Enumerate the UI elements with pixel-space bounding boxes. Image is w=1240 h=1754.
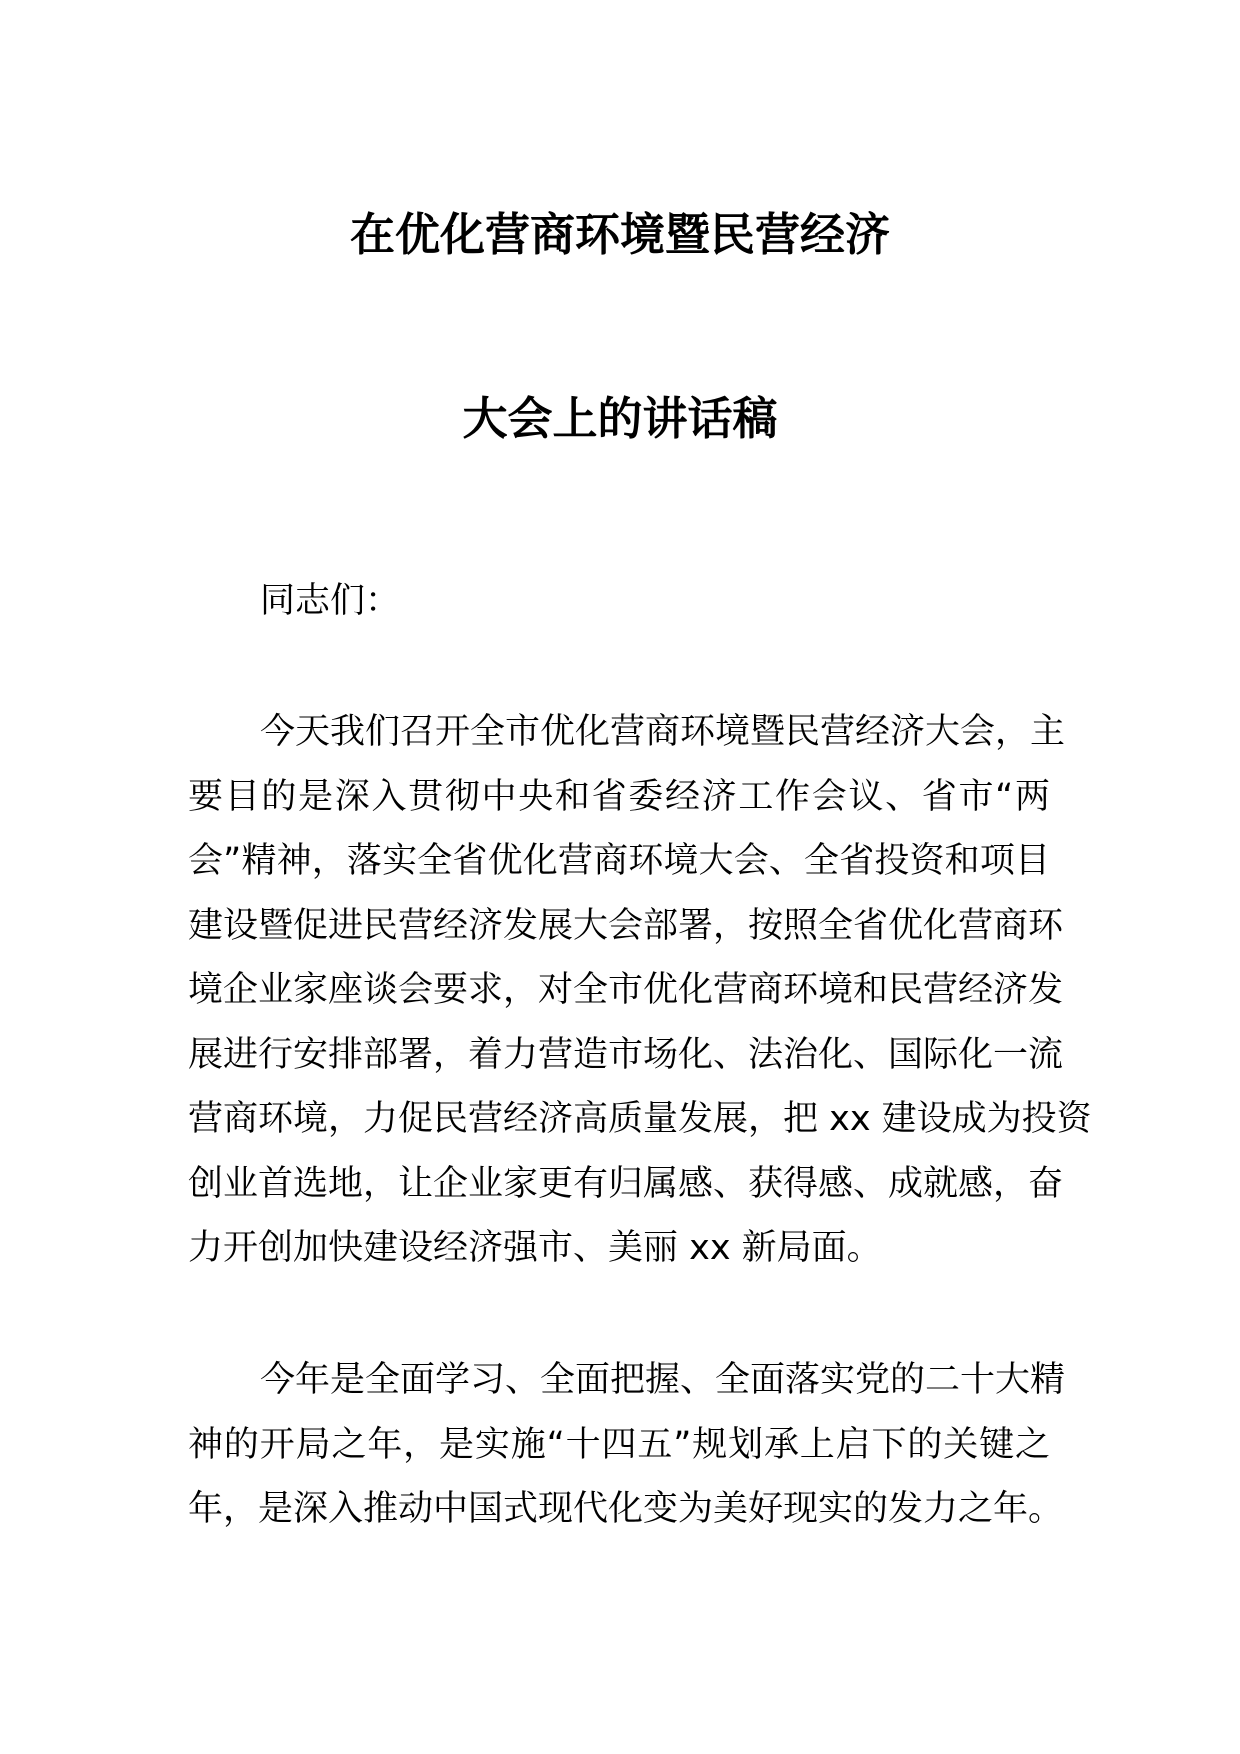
paragraph-line: 境企业家座谈会要求，对全市优化营商环境和民营经济发 bbox=[188, 970, 1064, 1010]
paragraph-line: 今年是全面学习、全面把握、全面落实党的二十大精 bbox=[260, 1360, 1066, 1400]
paragraph-line: 会”精神，落实全省优化营商环境大会、全省投资和项目 bbox=[188, 841, 1050, 881]
paragraph-line: 展进行安排部署，着力营造市场化、法治化、国际化一流 bbox=[188, 1034, 1064, 1075]
paragraph-line: 今天我们召开全市优化营商环境暨民营经济大会，主 bbox=[260, 712, 1066, 752]
paragraph-1 bbox=[188, 700, 1092, 1281]
paragraph-line: 神的开局之年，是实施“十四五”规划承上启下的关键之 bbox=[188, 1424, 1050, 1465]
paragraph-line: 营商环境，力促民营经济高质量发展，把 xx 建设成为投资 bbox=[188, 1099, 1092, 1139]
document-title-line-1: 在优化营商环境暨民营经济 bbox=[349, 208, 890, 261]
paragraph-line: 力开创加快建设经济强市、美丽 xx 新局面。 bbox=[188, 1228, 882, 1268]
paragraph-2 bbox=[188, 1348, 1066, 1542]
paragraph-line: 年，是深入推动中国式现代化变为美好现实的发力之年。 bbox=[188, 1489, 1064, 1529]
document-title-line-2: 大会上的讲话稿 bbox=[462, 392, 778, 445]
paragraph-line: 建设暨促进民营经济发展大会部署，按照全省优化营商环 bbox=[188, 905, 1064, 946]
greeting-text: 同志们： bbox=[260, 581, 401, 621]
greeting bbox=[188, 569, 1050, 634]
paragraph-line: 创业首选地，让企业家更有归属感、获得感、成就感，奋 bbox=[188, 1163, 1064, 1204]
paragraph-line: 要目的是深入贯彻中央和省委经济工作会议、省市“两 bbox=[188, 776, 1050, 817]
